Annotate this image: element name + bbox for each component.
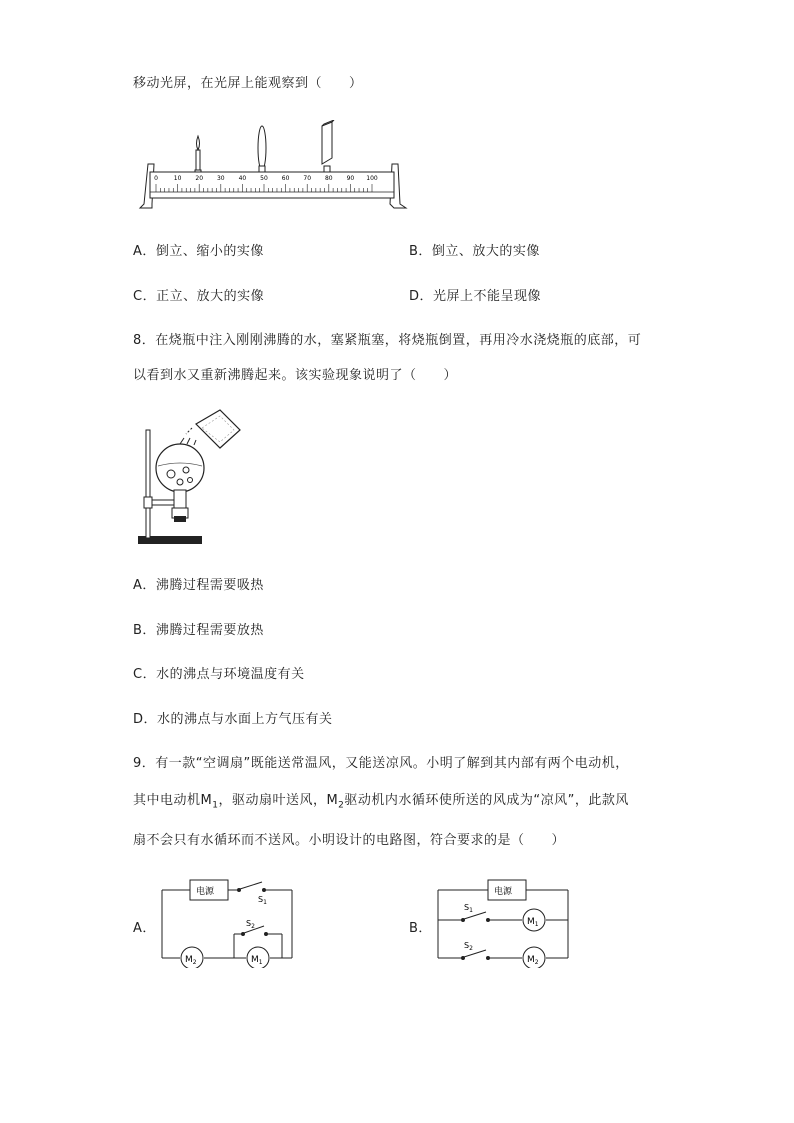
ruler-tick-label: 90: [346, 175, 355, 182]
ruler-tick-label: 80: [324, 175, 333, 182]
circuit-b-s2-label: $S_2$: [464, 941, 473, 952]
q9-stem-line1: 9．有一款“空调扇”既能送常温风，又能送凉风。小明了解到其内部有两个电动机，: [133, 756, 629, 771]
q7-option-d[interactable]: D．光屏上不能呈现像: [409, 289, 542, 304]
circuit-b-power-label: 电源: [494, 887, 513, 897]
ruler-tick-label: 70: [303, 175, 312, 182]
circuit-a-diagram: [158, 876, 298, 968]
circuit-b-diagram: [434, 876, 574, 968]
q8-option-c[interactable]: C．水的沸点与环境温度有关: [133, 667, 305, 682]
circuit-a-figure: [158, 876, 298, 972]
q8-option-a[interactable]: A．沸腾过程需要吸热: [133, 578, 264, 593]
q9-option-b-label[interactable]: B．: [409, 921, 432, 936]
q8-option-b[interactable]: B．沸腾过程需要放热: [133, 623, 264, 638]
q9-option-a-label[interactable]: A．: [133, 921, 156, 936]
circuit-a-s2-label: $S_2$: [246, 919, 255, 930]
optical-bench-diagram: [138, 120, 408, 215]
inverted-flask-icon: [156, 438, 204, 522]
q8-option-d[interactable]: D．水的沸点与水面上方气压有关: [133, 712, 333, 727]
flask-experiment-figure: [136, 408, 246, 552]
q9-stem-line2: 其中电动机$M_1$，驱动扇叶送风，$M_2$驱动机内水循环使所送的风成为“凉风”，此款风: [133, 793, 629, 811]
optical-bench-figure: [138, 120, 408, 219]
ruler-tick-label: 30: [216, 175, 225, 182]
ruler-tick-label: 20: [195, 175, 204, 182]
q9-stem-line3: 扇不会只有水循环而不送风。小明设计的电路图，符合要求的是（ ）: [133, 833, 566, 848]
circuit-b-m2-label: $M_2$: [527, 955, 539, 966]
inverted-flask-diagram: [136, 408, 246, 548]
q7-option-c[interactable]: C．正立、放大的实像: [133, 289, 265, 304]
ruler-tick-label: 60: [281, 175, 290, 182]
circuit-a-s1-label: $S_1$: [258, 895, 267, 906]
ruler-tick-label: 0: [154, 175, 158, 182]
circuit-a-power-label: 电源: [196, 887, 215, 897]
circuit-a-m1-label: $M_1$: [251, 955, 263, 966]
beaker-icon: [186, 410, 240, 448]
convex-lens-icon: [258, 126, 266, 174]
stand-rod: [146, 430, 150, 538]
ruler-tick-label: 40: [238, 175, 247, 182]
q8-stem-line1: 8．在烧瓶中注入刚刚沸腾的水，塞紧瓶塞，将烧瓶倒置，再用冷水浇烧瓶的底部，可: [133, 333, 642, 348]
circuit-b-m1-label: $M_1$: [527, 917, 539, 928]
q7-option-b[interactable]: B．倒立、放大的实像: [409, 244, 540, 259]
ruler-tick-label: 100: [366, 175, 378, 182]
bench-rail: [150, 172, 394, 198]
light-screen-icon: [322, 120, 334, 174]
circuit-b-figure: [434, 876, 574, 972]
candle-icon: [195, 136, 201, 174]
ruler-tick-label: 50: [260, 175, 268, 182]
q7-option-a[interactable]: A．倒立、缩小的实像: [133, 244, 264, 259]
q8-stem-line2: 以看到水又重新沸腾起来。该实验现象说明了（ ）: [133, 368, 458, 383]
circuit-a-m2-label: $M_2$: [185, 955, 197, 966]
circuit-b-s1-label: $S_1$: [464, 903, 473, 914]
q7-stem: 移动光屏，在光屏上能观察到（ ）: [133, 76, 363, 91]
ruler-tick-label: 10: [173, 175, 182, 182]
